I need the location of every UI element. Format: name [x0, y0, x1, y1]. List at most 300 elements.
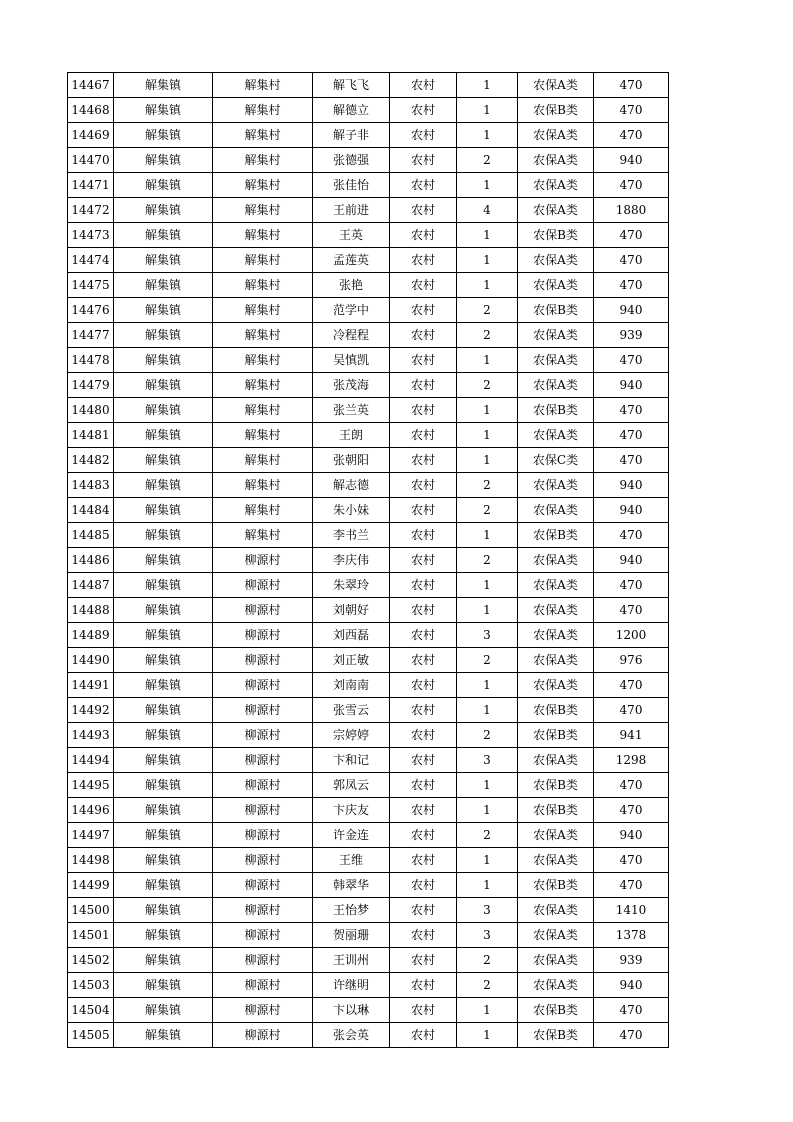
table-row: [68, 748, 669, 773]
insurance-category-cell: 农保A类: [518, 898, 594, 923]
table-row: [68, 873, 669, 898]
village-cell: 解集村: [213, 373, 313, 398]
amount-cell: 470: [594, 998, 669, 1023]
village-cell: 柳源村: [213, 773, 313, 798]
serial-number-cell: 14467: [68, 73, 114, 98]
insurance-category-cell: 农保A类: [518, 823, 594, 848]
amount-cell: 1378: [594, 923, 669, 948]
serial-number-cell: 14505: [68, 1023, 114, 1048]
name-cell: 张会英: [313, 1023, 390, 1048]
household-type-cell: 农村: [390, 223, 457, 248]
table-row: [68, 798, 669, 823]
household-type-cell: 农村: [390, 848, 457, 873]
name-cell: 许继明: [313, 973, 390, 998]
table-row: [68, 123, 669, 148]
insurance-category-cell: 农保A类: [518, 373, 594, 398]
town-cell: 解集镇: [114, 348, 213, 373]
name-cell: 宗婷婷: [313, 723, 390, 748]
household-size-cell: 3: [457, 748, 518, 773]
serial-number-cell: 14476: [68, 298, 114, 323]
insurance-category-cell: 农保B类: [518, 98, 594, 123]
table-row: [68, 398, 669, 423]
amount-cell: 470: [594, 98, 669, 123]
town-cell: 解集镇: [114, 973, 213, 998]
amount-cell: 470: [594, 673, 669, 698]
table-row: [68, 973, 669, 998]
town-cell: 解集镇: [114, 1023, 213, 1048]
insurance-category-cell: 农保B类: [518, 998, 594, 1023]
table-row: [68, 198, 669, 223]
name-cell: 解德立: [313, 98, 390, 123]
village-cell: 柳源村: [213, 723, 313, 748]
amount-cell: 470: [594, 423, 669, 448]
household-size-cell: 1: [457, 273, 518, 298]
town-cell: 解集镇: [114, 523, 213, 548]
household-size-cell: 3: [457, 923, 518, 948]
table-row: [68, 673, 669, 698]
amount-cell: 940: [594, 298, 669, 323]
name-cell: 解飞飞: [313, 73, 390, 98]
household-size-cell: 1: [457, 73, 518, 98]
village-cell: 柳源村: [213, 1023, 313, 1048]
household-type-cell: 农村: [390, 523, 457, 548]
household-type-cell: 农村: [390, 548, 457, 573]
serial-number-cell: 14498: [68, 848, 114, 873]
household-size-cell: 2: [457, 648, 518, 673]
table-row: [68, 73, 669, 98]
town-cell: 解集镇: [114, 548, 213, 573]
village-cell: 柳源村: [213, 923, 313, 948]
household-type-cell: 农村: [390, 373, 457, 398]
table-row: [68, 573, 669, 598]
household-type-cell: 农村: [390, 473, 457, 498]
name-cell: 吴慎凯: [313, 348, 390, 373]
amount-cell: 940: [594, 498, 669, 523]
household-size-cell: 3: [457, 898, 518, 923]
village-cell: 解集村: [213, 498, 313, 523]
town-cell: 解集镇: [114, 748, 213, 773]
town-cell: 解集镇: [114, 923, 213, 948]
amount-cell: 940: [594, 148, 669, 173]
village-cell: 柳源村: [213, 898, 313, 923]
household-size-cell: 1: [457, 523, 518, 548]
name-cell: 朱小妹: [313, 498, 390, 523]
table-row: [68, 298, 669, 323]
serial-number-cell: 14497: [68, 823, 114, 848]
town-cell: 解集镇: [114, 448, 213, 473]
household-size-cell: 2: [457, 323, 518, 348]
household-type-cell: 农村: [390, 948, 457, 973]
household-type-cell: 农村: [390, 998, 457, 1023]
town-cell: 解集镇: [114, 148, 213, 173]
serial-number-cell: 14479: [68, 373, 114, 398]
serial-number-cell: 14493: [68, 723, 114, 748]
household-type-cell: 农村: [390, 123, 457, 148]
household-type-cell: 农村: [390, 973, 457, 998]
insurance-category-cell: 农保B类: [518, 873, 594, 898]
household-size-cell: 2: [457, 148, 518, 173]
serial-number-cell: 14494: [68, 748, 114, 773]
serial-number-cell: 14475: [68, 273, 114, 298]
town-cell: 解集镇: [114, 673, 213, 698]
table-row: [68, 323, 669, 348]
household-type-cell: 农村: [390, 423, 457, 448]
village-cell: 解集村: [213, 248, 313, 273]
household-type-cell: 农村: [390, 148, 457, 173]
village-cell: 解集村: [213, 98, 313, 123]
insurance-category-cell: 农保B类: [518, 523, 594, 548]
name-cell: 张德强: [313, 148, 390, 173]
town-cell: 解集镇: [114, 998, 213, 1023]
serial-number-cell: 14491: [68, 673, 114, 698]
insurance-category-cell: 农保A类: [518, 923, 594, 948]
household-type-cell: 农村: [390, 173, 457, 198]
household-size-cell: 1: [457, 423, 518, 448]
town-cell: 解集镇: [114, 648, 213, 673]
amount-cell: 470: [594, 848, 669, 873]
insurance-category-cell: 农保A类: [518, 548, 594, 573]
amount-cell: 470: [594, 273, 669, 298]
village-cell: 柳源村: [213, 648, 313, 673]
town-cell: 解集镇: [114, 123, 213, 148]
village-cell: 解集村: [213, 398, 313, 423]
insurance-category-cell: 农保A类: [518, 73, 594, 98]
insurance-category-cell: 农保A类: [518, 648, 594, 673]
village-cell: 解集村: [213, 298, 313, 323]
serial-number-cell: 14500: [68, 898, 114, 923]
household-type-cell: 农村: [390, 248, 457, 273]
household-size-cell: 1: [457, 173, 518, 198]
insurance-category-cell: 农保A类: [518, 473, 594, 498]
village-cell: 柳源村: [213, 848, 313, 873]
amount-cell: 1880: [594, 198, 669, 223]
town-cell: 解集镇: [114, 498, 213, 523]
name-cell: 刘南南: [313, 673, 390, 698]
table-row: [68, 448, 669, 473]
table-row: [68, 598, 669, 623]
amount-cell: 470: [594, 598, 669, 623]
household-size-cell: 4: [457, 198, 518, 223]
household-size-cell: 2: [457, 823, 518, 848]
amount-cell: 940: [594, 973, 669, 998]
insurance-category-cell: 农保A类: [518, 348, 594, 373]
insurance-category-cell: 农保B类: [518, 1023, 594, 1048]
serial-number-cell: 14499: [68, 873, 114, 898]
village-cell: 解集村: [213, 173, 313, 198]
household-type-cell: 农村: [390, 323, 457, 348]
amount-cell: 470: [594, 248, 669, 273]
serial-number-cell: 14469: [68, 123, 114, 148]
town-cell: 解集镇: [114, 73, 213, 98]
household-type-cell: 农村: [390, 798, 457, 823]
town-cell: 解集镇: [114, 698, 213, 723]
name-cell: 王维: [313, 848, 390, 873]
amount-cell: 470: [594, 173, 669, 198]
household-size-cell: 1: [457, 448, 518, 473]
town-cell: 解集镇: [114, 773, 213, 798]
household-type-cell: 农村: [390, 448, 457, 473]
name-cell: 郭凤云: [313, 773, 390, 798]
household-size-cell: 2: [457, 298, 518, 323]
name-cell: 孟莲英: [313, 248, 390, 273]
household-type-cell: 农村: [390, 273, 457, 298]
amount-cell: 470: [594, 523, 669, 548]
serial-number-cell: 14471: [68, 173, 114, 198]
household-type-cell: 农村: [390, 398, 457, 423]
village-cell: 解集村: [213, 523, 313, 548]
household-type-cell: 农村: [390, 923, 457, 948]
amount-cell: 940: [594, 548, 669, 573]
name-cell: 许金连: [313, 823, 390, 848]
village-cell: 解集村: [213, 123, 313, 148]
town-cell: 解集镇: [114, 798, 213, 823]
amount-cell: 940: [594, 473, 669, 498]
name-cell: 范学中: [313, 298, 390, 323]
village-cell: 柳源村: [213, 948, 313, 973]
insurance-category-cell: 农保B类: [518, 698, 594, 723]
serial-number-cell: 14481: [68, 423, 114, 448]
village-cell: 柳源村: [213, 748, 313, 773]
town-cell: 解集镇: [114, 248, 213, 273]
table-row: [68, 98, 669, 123]
table-row: [68, 623, 669, 648]
insurance-category-cell: 农保A类: [518, 848, 594, 873]
name-cell: 贺丽珊: [313, 923, 390, 948]
town-cell: 解集镇: [114, 823, 213, 848]
table-row: [68, 723, 669, 748]
household-type-cell: 农村: [390, 648, 457, 673]
village-cell: 柳源村: [213, 598, 313, 623]
insurance-category-cell: 农保A类: [518, 673, 594, 698]
town-cell: 解集镇: [114, 898, 213, 923]
household-type-cell: 农村: [390, 823, 457, 848]
serial-number-cell: 14488: [68, 598, 114, 623]
village-cell: 柳源村: [213, 873, 313, 898]
table-row: [68, 998, 669, 1023]
name-cell: 刘西磊: [313, 623, 390, 648]
name-cell: 卞和记: [313, 748, 390, 773]
village-cell: 柳源村: [213, 623, 313, 648]
insurance-category-cell: 农保B类: [518, 773, 594, 798]
household-type-cell: 农村: [390, 623, 457, 648]
town-cell: 解集镇: [114, 98, 213, 123]
household-size-cell: 2: [457, 948, 518, 973]
household-type-cell: 农村: [390, 298, 457, 323]
household-size-cell: 1: [457, 873, 518, 898]
household-size-cell: 2: [457, 373, 518, 398]
amount-cell: 470: [594, 223, 669, 248]
table-row: [68, 648, 669, 673]
amount-cell: 976: [594, 648, 669, 673]
town-cell: 解集镇: [114, 573, 213, 598]
insurance-category-cell: 农保A类: [518, 148, 594, 173]
village-cell: 解集村: [213, 198, 313, 223]
insurance-category-cell: 农保A类: [518, 598, 594, 623]
name-cell: 卞庆友: [313, 798, 390, 823]
household-type-cell: 农村: [390, 498, 457, 523]
household-type-cell: 农村: [390, 73, 457, 98]
roster-table: [67, 72, 669, 1048]
household-type-cell: 农村: [390, 198, 457, 223]
table-row: [68, 473, 669, 498]
household-type-cell: 农村: [390, 348, 457, 373]
table-row: [68, 548, 669, 573]
insurance-category-cell: 农保C类: [518, 448, 594, 473]
serial-number-cell: 14501: [68, 923, 114, 948]
serial-number-cell: 14502: [68, 948, 114, 973]
serial-number-cell: 14477: [68, 323, 114, 348]
serial-number-cell: 14473: [68, 223, 114, 248]
insurance-category-cell: 农保A类: [518, 173, 594, 198]
serial-number-cell: 14489: [68, 623, 114, 648]
table-row: [68, 423, 669, 448]
town-cell: 解集镇: [114, 223, 213, 248]
table-row: [68, 523, 669, 548]
household-size-cell: 1: [457, 673, 518, 698]
household-size-cell: 1: [457, 598, 518, 623]
amount-cell: 470: [594, 873, 669, 898]
name-cell: 张艳: [313, 273, 390, 298]
town-cell: 解集镇: [114, 373, 213, 398]
roster-table-body: [68, 73, 669, 1048]
town-cell: 解集镇: [114, 398, 213, 423]
serial-number-cell: 14503: [68, 973, 114, 998]
village-cell: 解集村: [213, 473, 313, 498]
town-cell: 解集镇: [114, 948, 213, 973]
amount-cell: 470: [594, 773, 669, 798]
insurance-category-cell: 农保A类: [518, 423, 594, 448]
insurance-category-cell: 农保A类: [518, 948, 594, 973]
name-cell: 王英: [313, 223, 390, 248]
serial-number-cell: 14468: [68, 98, 114, 123]
serial-number-cell: 14470: [68, 148, 114, 173]
table-row: [68, 373, 669, 398]
amount-cell: 470: [594, 73, 669, 98]
insurance-category-cell: 农保A类: [518, 498, 594, 523]
amount-cell: 939: [594, 323, 669, 348]
name-cell: 李书兰: [313, 523, 390, 548]
household-size-cell: 2: [457, 548, 518, 573]
serial-number-cell: 14485: [68, 523, 114, 548]
amount-cell: 470: [594, 798, 669, 823]
table-row: [68, 148, 669, 173]
insurance-category-cell: 农保B类: [518, 398, 594, 423]
amount-cell: 470: [594, 348, 669, 373]
insurance-category-cell: 农保A类: [518, 323, 594, 348]
name-cell: 解子非: [313, 123, 390, 148]
household-size-cell: 1: [457, 773, 518, 798]
amount-cell: 470: [594, 573, 669, 598]
name-cell: 刘正敏: [313, 648, 390, 673]
name-cell: 张兰英: [313, 398, 390, 423]
table-row: [68, 948, 669, 973]
table-row: [68, 898, 669, 923]
amount-cell: 470: [594, 398, 669, 423]
name-cell: 卞以琳: [313, 998, 390, 1023]
household-size-cell: 1: [457, 573, 518, 598]
household-size-cell: 1: [457, 848, 518, 873]
name-cell: 韩翠华: [313, 873, 390, 898]
village-cell: 解集村: [213, 273, 313, 298]
amount-cell: 941: [594, 723, 669, 748]
village-cell: 柳源村: [213, 548, 313, 573]
insurance-category-cell: 农保A类: [518, 273, 594, 298]
insurance-category-cell: 农保A类: [518, 973, 594, 998]
village-cell: 解集村: [213, 148, 313, 173]
serial-number-cell: 14492: [68, 698, 114, 723]
household-size-cell: 1: [457, 998, 518, 1023]
serial-number-cell: 14474: [68, 248, 114, 273]
table-row: [68, 848, 669, 873]
serial-number-cell: 14480: [68, 398, 114, 423]
household-type-cell: 农村: [390, 898, 457, 923]
town-cell: 解集镇: [114, 273, 213, 298]
amount-cell: 470: [594, 698, 669, 723]
name-cell: 张雪云: [313, 698, 390, 723]
amount-cell: 940: [594, 373, 669, 398]
town-cell: 解集镇: [114, 473, 213, 498]
household-type-cell: 农村: [390, 773, 457, 798]
village-cell: 解集村: [213, 223, 313, 248]
insurance-category-cell: 农保A类: [518, 748, 594, 773]
household-size-cell: 2: [457, 723, 518, 748]
household-type-cell: 农村: [390, 573, 457, 598]
insurance-category-cell: 农保B类: [518, 723, 594, 748]
household-size-cell: 1: [457, 223, 518, 248]
serial-number-cell: 14504: [68, 998, 114, 1023]
town-cell: 解集镇: [114, 598, 213, 623]
household-type-cell: 农村: [390, 698, 457, 723]
town-cell: 解集镇: [114, 323, 213, 348]
serial-number-cell: 14484: [68, 498, 114, 523]
insurance-category-cell: 农保B类: [518, 798, 594, 823]
name-cell: 王前进: [313, 198, 390, 223]
village-cell: 柳源村: [213, 823, 313, 848]
amount-cell: 1410: [594, 898, 669, 923]
table-row: [68, 698, 669, 723]
serial-number-cell: 14490: [68, 648, 114, 673]
name-cell: 冷程程: [313, 323, 390, 348]
household-size-cell: 2: [457, 473, 518, 498]
amount-cell: 1298: [594, 748, 669, 773]
household-size-cell: 1: [457, 348, 518, 373]
village-cell: 解集村: [213, 348, 313, 373]
serial-number-cell: 14495: [68, 773, 114, 798]
table-row: [68, 498, 669, 523]
village-cell: 解集村: [213, 73, 313, 98]
village-cell: 解集村: [213, 323, 313, 348]
name-cell: 刘朝好: [313, 598, 390, 623]
town-cell: 解集镇: [114, 423, 213, 448]
table-row: [68, 348, 669, 373]
household-size-cell: 1: [457, 1023, 518, 1048]
household-size-cell: 1: [457, 248, 518, 273]
table-row: [68, 923, 669, 948]
household-size-cell: 1: [457, 798, 518, 823]
household-size-cell: 2: [457, 973, 518, 998]
town-cell: 解集镇: [114, 298, 213, 323]
name-cell: 王怡梦: [313, 898, 390, 923]
household-type-cell: 农村: [390, 1023, 457, 1048]
amount-cell: 940: [594, 823, 669, 848]
amount-cell: 470: [594, 1023, 669, 1048]
insurance-category-cell: 农保B类: [518, 223, 594, 248]
name-cell: 王训州: [313, 948, 390, 973]
serial-number-cell: 14487: [68, 573, 114, 598]
name-cell: 李庆伟: [313, 548, 390, 573]
village-cell: 柳源村: [213, 973, 313, 998]
insurance-category-cell: 农保A类: [518, 123, 594, 148]
